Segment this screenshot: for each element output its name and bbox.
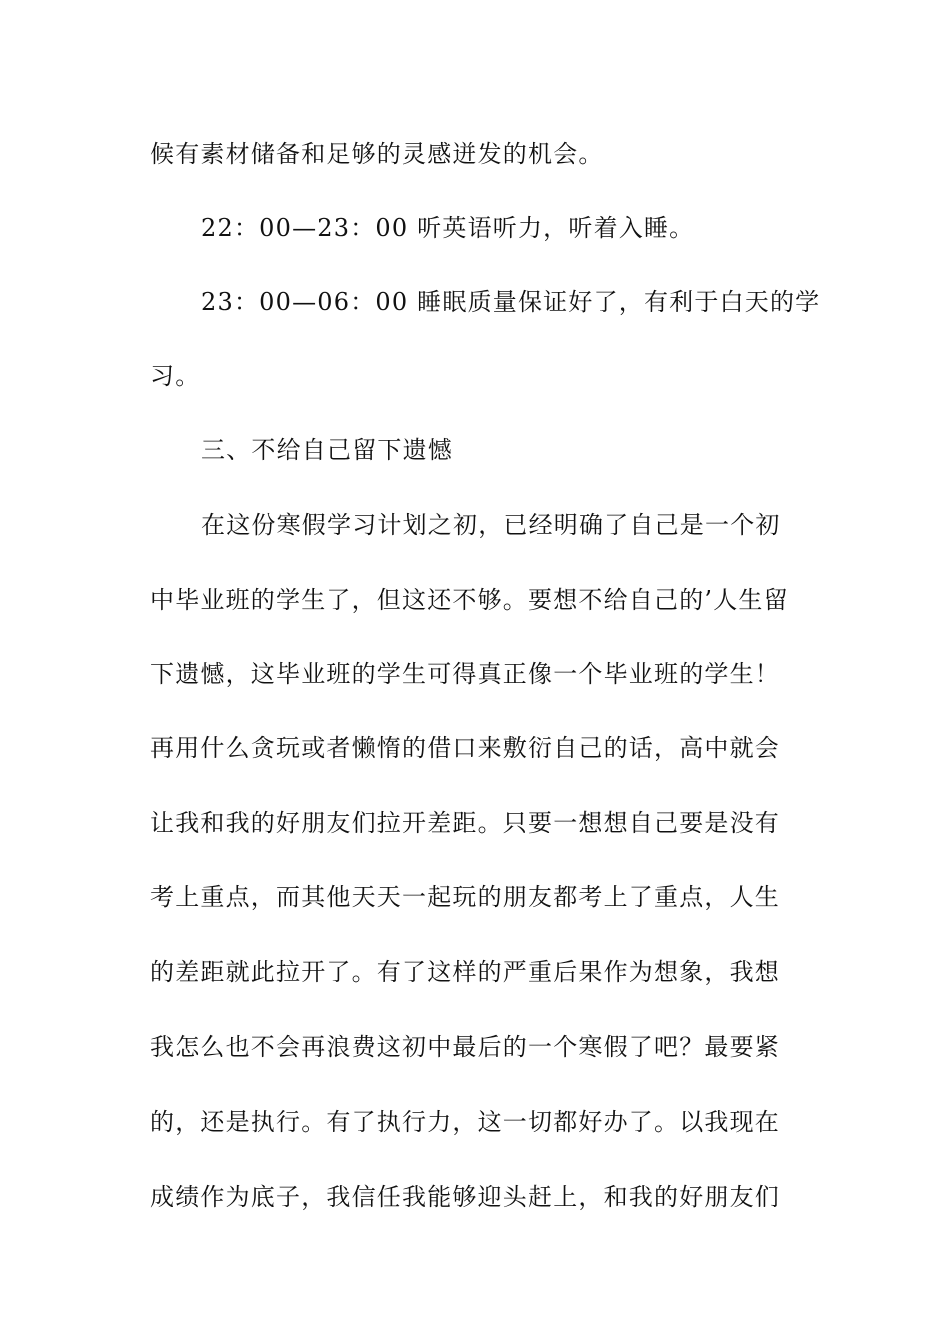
schedule-line-2300: 23：00—06：00 睡眠质量保证好了，有利于白天的学 — [201, 288, 821, 316]
section-heading: 三、不给自己留下遗憾 — [201, 436, 453, 464]
text-line: 我怎么也不会再浪费这初中最后的一个寒假了吧？最要紧 — [150, 1033, 780, 1061]
schedule-line-2200: 22：00—23：00 听英语听力，听着入睡。 — [201, 214, 695, 242]
text-line: 下遗憾，这毕业班的学生可得真正像一个毕业班的学生！ — [150, 660, 780, 688]
text-line: 成绩作为底子，我信任我能够迎头赶上，和我的好朋友们 — [150, 1183, 780, 1211]
text-line: 的差距就此拉开了。有了这样的严重后果作为想象，我想 — [150, 958, 780, 986]
text-line: 的，还是执行。有了执行力，这一切都好办了。以我现在 — [150, 1108, 780, 1136]
text-line: 再用什么贪玩或者懒惰的借口来敷衍自己的话，高中就会 — [150, 734, 780, 762]
text-line: 中毕业班的学生了，但这还不够。要想不给自己的’人生留 — [150, 586, 789, 614]
text-line: 候有素材储备和足够的灵感迸发的机会。 — [150, 140, 604, 168]
text-line: 让我和我的好朋友们拉开差距。只要一想想自己要是没有 — [150, 809, 780, 837]
text-line: 考上重点，而其他天天一起玩的朋友都考上了重点，人生 — [150, 883, 780, 911]
text-line: 在这份寒假学习计划之初，已经明确了自己是一个初 — [201, 511, 781, 539]
text-line: 习。 — [150, 362, 201, 390]
